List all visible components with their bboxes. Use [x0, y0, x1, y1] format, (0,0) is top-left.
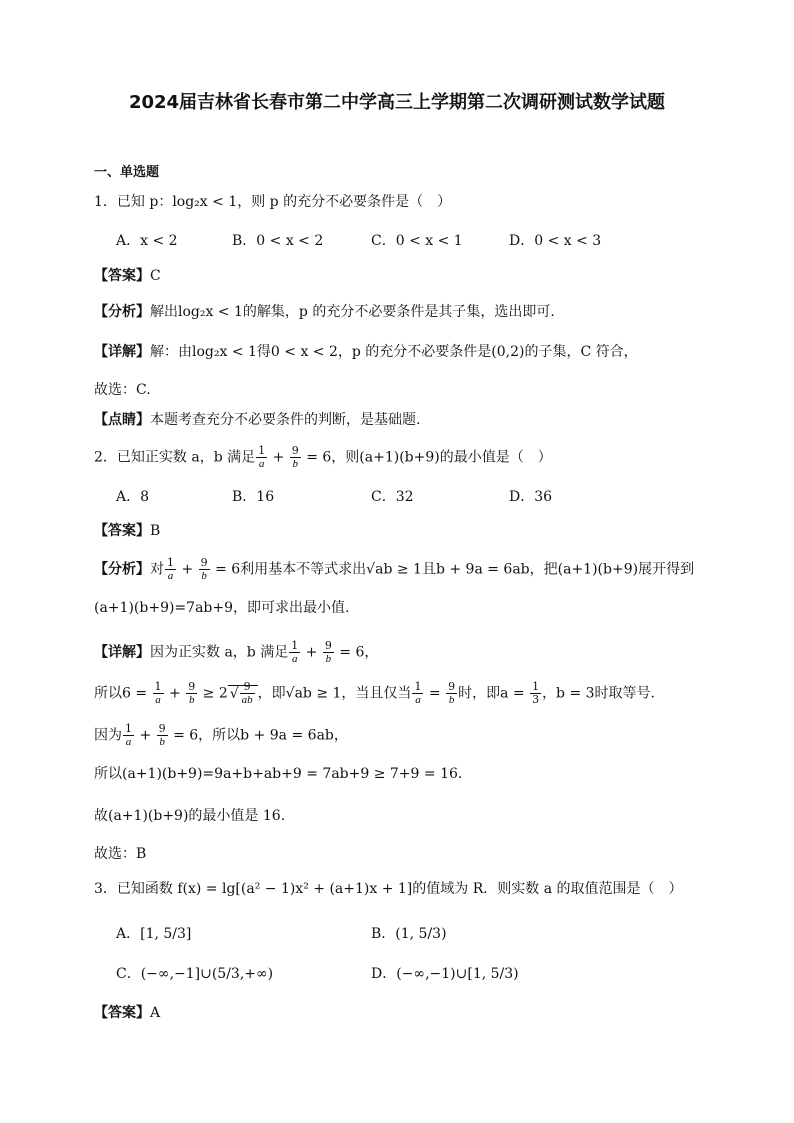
q2-analysis-a: 对 [150, 561, 164, 578]
q3-option-b: B．(1, 5/3) [371, 926, 447, 942]
q2-detail-1a: 因为正实数 a，b 满足 [150, 644, 289, 661]
q2-analysis-b: = 6利用基本不等式求出√ab ≥ 1且b + 9a = 6ab，把(a+1)(b+9)展开得到 [210, 561, 695, 578]
fraction-1-over-3: $\frac{1}{3}$ [532, 680, 540, 706]
answer-label: 【答案】 [94, 268, 150, 284]
q2-option-d: D．36 [509, 489, 553, 505]
plus-sign: + [164, 685, 186, 702]
q3-answer [94, 1004, 160, 1022]
q2-analysis-continued: (a+1)(b+9)=7ab+9，即可求出最小值. [94, 600, 350, 616]
q2-detail-2a: 所以6 = [94, 685, 152, 702]
q2-stem-post: = 6，则(a+1)(b+9)的最小值是（ ） [301, 449, 552, 466]
detail-label: 【详解】 [94, 644, 150, 661]
q1-answer-value: C [150, 268, 161, 284]
fraction-9-over-b: $\frac{9}{b}$ [200, 556, 208, 582]
q2-detail-line-4: 所以(a+1)(b+9)=9a+b+ab+9 = 7ab+9 ≥ 7+9 = 16. [94, 766, 463, 782]
plus-sign: + [177, 561, 198, 578]
section-heading: 一、单选题 [94, 165, 160, 180]
q2-detail-line-2 [94, 681, 655, 706]
comment-label: 【点睛】 [94, 412, 150, 428]
fraction-9-over-b: $\frac{9}{b}$ [291, 444, 299, 470]
fraction-9-over-b: $\frac{9}{b}$ [324, 639, 332, 665]
equals-sign: = [424, 685, 446, 702]
fraction-1-over-a: $\frac{1}{a}$ [167, 556, 174, 582]
q2-answer [94, 522, 160, 540]
plus-sign: + [135, 727, 156, 744]
q2-detail-2d: 时，即a = [458, 685, 530, 702]
answer-label: 【答案】 [94, 1005, 150, 1021]
q2-detail-line-3 [94, 723, 348, 748]
question-2-stem [94, 445, 552, 470]
q2-detail-1b: = 6， [334, 644, 379, 661]
q2-option-a: A．8 [116, 489, 150, 505]
q1-detail-text: 解：由log₂x < 1得0 < x < 2，p 的充分不必要条件是(0,2)的子集，C 符合， [150, 344, 638, 360]
answer-label: 【答案】 [94, 523, 150, 539]
page-title: 2024届吉林省长春市第二中学高三上学期第二次调研测试数学试题 [128, 92, 666, 113]
q2-stem-pre: 2．已知正实数 a，b 满足 [94, 449, 256, 466]
fraction-9-over-b: $\frac{9}{b}$ [448, 680, 456, 706]
question-1-stem: 1．已知 p：log₂x < 1，则 p 的充分不必要条件是（ ） [94, 194, 452, 210]
q1-option-d: D．0 < x < 3 [509, 233, 602, 249]
fraction-9-over-b: $\frac{9}{b}$ [158, 722, 166, 748]
q2-detail-line-5: 故(a+1)(b+9)的最小值是 16. [94, 808, 286, 824]
question-3-stem: 3．已知函数 f(x) = lg[(a² − 1)x² + (a+1)x + 1]的值域为 R．则实数 a 的取值范围是（ ） [94, 881, 683, 897]
q2-conclusion: 故选：B [94, 846, 147, 862]
q2-option-b: B．16 [232, 489, 275, 505]
q2-detail-3b: = 6，所以b + 9a = 6ab， [168, 727, 348, 744]
analysis-label: 【分析】 [94, 561, 150, 578]
fraction-1-over-a: $\frac{1}{a}$ [154, 680, 162, 706]
analysis-label: 【分析】 [94, 304, 150, 320]
q3-option-d: D．(−∞,−1)∪[1, 5/3) [371, 966, 519, 982]
q2-detail-3a: 因为 [94, 727, 122, 744]
q1-conclusion: 故选：C. [94, 382, 151, 398]
q2-detail-2b: ≥ 2 [198, 685, 228, 702]
q2-answer-value: B [150, 523, 161, 539]
q3-option-c: C．(−∞,−1]∪(5/3,+∞) [116, 966, 274, 982]
q1-analysis-text: 解出log₂x < 1的解集，p 的充分不必要条件是其子集，选出即可. [150, 304, 555, 320]
q1-analysis [94, 303, 555, 321]
q1-option-a: A．x < 2 [116, 233, 178, 249]
q2-analysis [94, 557, 694, 582]
fraction-9-over-b: $\frac{9}{b}$ [188, 680, 196, 706]
fraction-1-over-a: $\frac{1}{a}$ [291, 639, 299, 665]
fraction-1-over-a: $\frac{1}{a}$ [258, 444, 266, 470]
plus-sign: + [268, 449, 289, 466]
q2-detail-2e: ，b = 3时取等号. [542, 685, 656, 702]
q2-detail-line-1 [94, 640, 378, 665]
q1-option-b: B．0 < x < 2 [232, 233, 324, 249]
q1-detail [94, 343, 638, 361]
q1-option-c: C．0 < x < 1 [371, 233, 463, 249]
q3-answer-value: A [150, 1005, 161, 1021]
q1-comment [94, 411, 420, 429]
plus-sign: + [301, 644, 322, 661]
fraction-1-over-a: $\frac{1}{a}$ [125, 722, 132, 748]
q1-answer [94, 267, 161, 285]
fraction-1-over-a: $\frac{1}{a}$ [414, 680, 422, 706]
q2-option-c: C．32 [371, 489, 414, 505]
q2-detail-2c: ，即√ab ≥ 1，当且仅当 [257, 685, 412, 702]
q3-option-a: A．[1, 5/3] [116, 926, 192, 942]
sqrt-9-over-ab: √ $\frac{9}{ab}$ [228, 685, 258, 702]
detail-label: 【详解】 [94, 344, 150, 360]
q1-comment-text: 本题考查充分不必要条件的判断，是基础题. [150, 412, 421, 428]
